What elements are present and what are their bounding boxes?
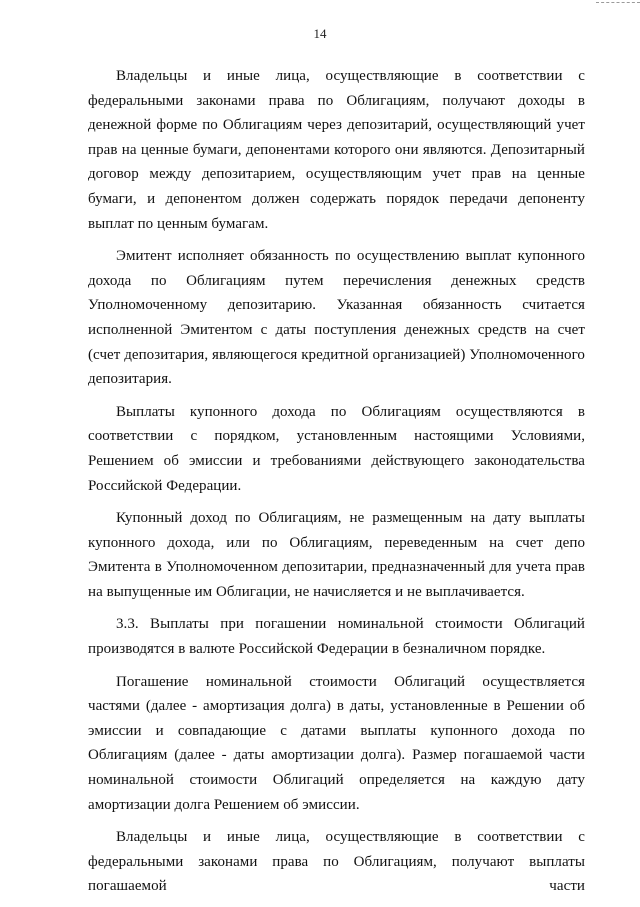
- paragraph-6: Погашение номинальной стоимости Облигаций осуществляется частями (далее - амортизация долга) в даты, установленные в Решении об эмиссии и совпадающие с датами выплаты купонного дохода по Облигациям (далее - даты амортизации долга). Размер погашаемой части номинальной стоимости Облигаций определяется на каждую дату амортизации долга Решением об эмиссии.: [88, 673, 585, 813]
- paragraph-2: Эмитент исполняет обязанность по осуществлению выплат купонного дохода по Облигациям путем перечисления денежных средств Уполномоченному депозитарию. Указанная обязанность считается исполненной Эмитентом с даты поступления денежных средств на счет (счет депозитария, являющегося кредитной организацией) Уполномоченного депозитария.: [88, 248, 585, 388]
- paragraph-3: Выплаты купонного дохода по Облигациям осуществляются в соответствии с порядком, установленным настоящими Условиями, Решением об эмиссии и требованиями действующего законодательства Российской Федерации.: [88, 403, 585, 494]
- paragraph-5: 3.3. Выплаты при погашении номинальной стоимости Облигаций производятся в валюте Российской Федерации в безналичном порядке.: [88, 616, 585, 658]
- page-number: 14: [313, 26, 327, 41]
- document-body: [88, 64, 585, 907]
- scan-edge-mark: [596, 2, 640, 3]
- paragraph-1: Владельцы и иные лица, осуществляющие в соответствии с федеральными законами права по Облигациям, получают доходы в денежной форме по Облигациям через депозитарий, осуществляющий учет прав на ценные бумаги, депонентами которого они являются. Депозитарный договор между депозитарием, осуществляющим учет прав на ценные бумаги, и депонентом должен содержать порядок передачи депоненту выплат по ценным бумагам.: [88, 68, 585, 232]
- paragraph-7: Владельцы и иные лица, осуществляющие в соответствии с федеральными законами права по Облигациям, получают выплаты погашаемой части: [88, 829, 585, 895]
- paragraph-4: Купонный доход по Облигациям, не размещенным на дату выплаты купонного дохода, или по Облигациям, переведенным на счет депо Эмитента в Уполномоченном депозитарии, предназначенный для учета прав на выпущенные им Облигации, не начисляется и не выплачивается.: [88, 510, 585, 600]
